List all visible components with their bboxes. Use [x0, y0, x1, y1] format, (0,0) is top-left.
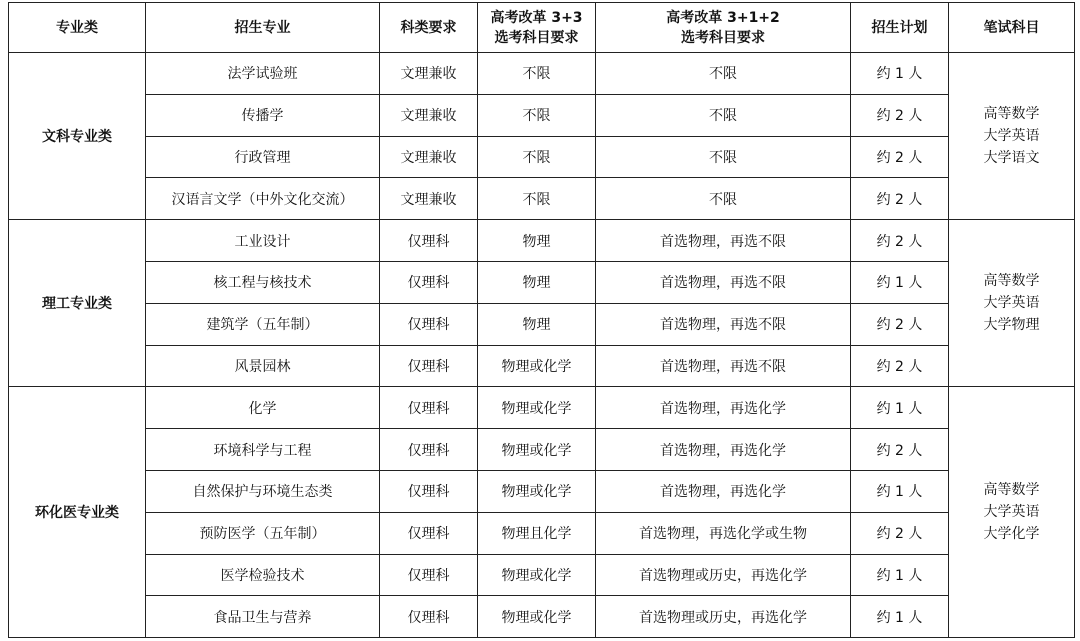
table-row: [9, 470, 1075, 512]
reform-312-cell: 首选物理，再选化学或生物: [596, 512, 851, 554]
reform-312-cell: 首选物理或历史，再选化学: [596, 554, 851, 596]
major-cell: 工业设计: [146, 220, 380, 262]
header-reform-3-3-line2: 选考科目要求: [494, 29, 579, 46]
reform-33-cell: 物理或化学: [478, 345, 596, 387]
reform-33-cell: 不限: [478, 136, 596, 178]
table-row: [9, 261, 1075, 303]
reform-312-cell: 不限: [596, 178, 851, 220]
header-row: [9, 3, 1075, 53]
major-cell: 预防医学（五年制）: [146, 512, 380, 554]
table-row: [9, 429, 1075, 471]
table-row: [9, 53, 1075, 95]
reform-33-cell: 物理: [478, 303, 596, 345]
exam-subject: 大学物理: [983, 317, 1040, 334]
subject-req-cell: 仅理科: [380, 596, 478, 638]
subject-req-cell: 文理兼收: [380, 94, 478, 136]
plan-cell: 约 2 人: [851, 429, 949, 471]
major-cell: 传播学: [146, 94, 380, 136]
reform-33-cell: 物理: [478, 261, 596, 303]
exam-subject: 大学英语: [983, 295, 1040, 312]
reform-312-cell: 不限: [596, 94, 851, 136]
major-cell: 汉语言文学（中外文化交流）: [146, 178, 380, 220]
subject-req-cell: 仅理科: [380, 429, 478, 471]
table-row: [9, 345, 1075, 387]
major-cell: 风景园林: [146, 345, 380, 387]
reform-33-cell: 物理或化学: [478, 596, 596, 638]
header-reform-3-1-2: [596, 3, 851, 53]
table-row: [9, 596, 1075, 638]
reform-312-cell: 首选物理或历史，再选化学: [596, 596, 851, 638]
subject-req-cell: 仅理科: [380, 345, 478, 387]
reform-33-cell: 不限: [478, 178, 596, 220]
reform-33-cell: 不限: [478, 94, 596, 136]
reform-312-cell: 首选物理，再选不限: [596, 261, 851, 303]
reform-33-cell: 物理或化学: [478, 387, 596, 429]
exam-cell: [949, 387, 1075, 638]
reform-312-cell: 首选物理，再选不限: [596, 220, 851, 262]
table-row: [9, 136, 1075, 178]
major-cell: 食品卫生与营养: [146, 596, 380, 638]
exam-cell: [949, 220, 1075, 387]
reform-312-cell: 不限: [596, 53, 851, 95]
major-cell: 化学: [146, 387, 380, 429]
major-cell: 建筑学（五年制）: [146, 303, 380, 345]
reform-33-cell: 物理且化学: [478, 512, 596, 554]
exam-subject: 高等数学: [983, 106, 1040, 123]
reform-33-cell: 物理或化学: [478, 429, 596, 471]
table-row: [9, 512, 1075, 554]
table-row: [9, 554, 1075, 596]
group-name: 文科专业类: [9, 53, 146, 220]
plan-cell: 约 1 人: [851, 261, 949, 303]
header-plan: 招生计划: [851, 3, 949, 53]
table-row: [9, 220, 1075, 262]
plan-cell: 约 2 人: [851, 94, 949, 136]
exam-subject: 大学语文: [983, 150, 1040, 167]
reform-312-cell: 首选物理，再选不限: [596, 345, 851, 387]
admissions-table: [8, 2, 1075, 638]
header-reform-3-3-line1: 高考改革 3+3: [490, 9, 583, 26]
table-row: [9, 303, 1075, 345]
exam-subject: 大学英语: [983, 504, 1040, 521]
table-row: [9, 94, 1075, 136]
subject-req-cell: 仅理科: [380, 303, 478, 345]
header-subject-requirement: 科类要求: [380, 3, 478, 53]
plan-cell: 约 1 人: [851, 387, 949, 429]
subject-req-cell: 文理兼收: [380, 53, 478, 95]
plan-cell: 约 1 人: [851, 554, 949, 596]
reform-312-cell: 首选物理，再选化学: [596, 429, 851, 471]
subject-req-cell: 仅理科: [380, 512, 478, 554]
header-category: 专业类: [9, 3, 146, 53]
reform-312-cell: 首选物理，再选化学: [596, 470, 851, 512]
plan-cell: 约 1 人: [851, 53, 949, 95]
header-reform-3-1-2-line2: 选考科目要求: [681, 29, 765, 46]
subject-req-cell: 仅理科: [380, 220, 478, 262]
plan-cell: 约 2 人: [851, 303, 949, 345]
major-cell: 核工程与核技术: [146, 261, 380, 303]
plan-cell: 约 2 人: [851, 345, 949, 387]
reform-33-cell: 物理: [478, 220, 596, 262]
subject-req-cell: 仅理科: [380, 261, 478, 303]
reform-312-cell: 首选物理，再选化学: [596, 387, 851, 429]
plan-cell: 约 1 人: [851, 470, 949, 512]
plan-cell: 约 2 人: [851, 178, 949, 220]
header-major: 招生专业: [146, 3, 380, 53]
reform-33-cell: 物理或化学: [478, 470, 596, 512]
subject-req-cell: 文理兼收: [380, 178, 478, 220]
table-row: [9, 387, 1075, 429]
header-reform-3-3: [478, 3, 596, 53]
major-cell: 行政管理: [146, 136, 380, 178]
exam-subject: 大学化学: [983, 526, 1040, 543]
exam-cell: [949, 53, 1075, 220]
group-name: 理工专业类: [9, 220, 146, 387]
exam-subject: 高等数学: [983, 273, 1040, 290]
subject-req-cell: 文理兼收: [380, 136, 478, 178]
plan-cell: 约 2 人: [851, 512, 949, 554]
reform-33-cell: 物理或化学: [478, 554, 596, 596]
plan-cell: 约 2 人: [851, 220, 949, 262]
exam-subject: 大学英语: [983, 128, 1040, 145]
subject-req-cell: 仅理科: [380, 554, 478, 596]
major-cell: 法学试验班: [146, 53, 380, 95]
plan-cell: 约 2 人: [851, 136, 949, 178]
group-name: 环化医专业类: [9, 387, 146, 638]
plan-cell: 约 1 人: [851, 596, 949, 638]
subject-req-cell: 仅理科: [380, 470, 478, 512]
reform-312-cell: 不限: [596, 136, 851, 178]
header-reform-3-1-2-line1: 高考改革 3+1+2: [666, 9, 780, 26]
major-cell: 自然保护与环境生态类: [146, 470, 380, 512]
major-cell: 环境科学与工程: [146, 429, 380, 471]
reform-312-cell: 首选物理，再选不限: [596, 303, 851, 345]
major-cell: 医学检验技术: [146, 554, 380, 596]
header-exam: 笔试科目: [949, 3, 1075, 53]
table-row: [9, 178, 1075, 220]
exam-subject: 高等数学: [983, 482, 1040, 499]
reform-33-cell: 不限: [478, 53, 596, 95]
subject-req-cell: 仅理科: [380, 387, 478, 429]
